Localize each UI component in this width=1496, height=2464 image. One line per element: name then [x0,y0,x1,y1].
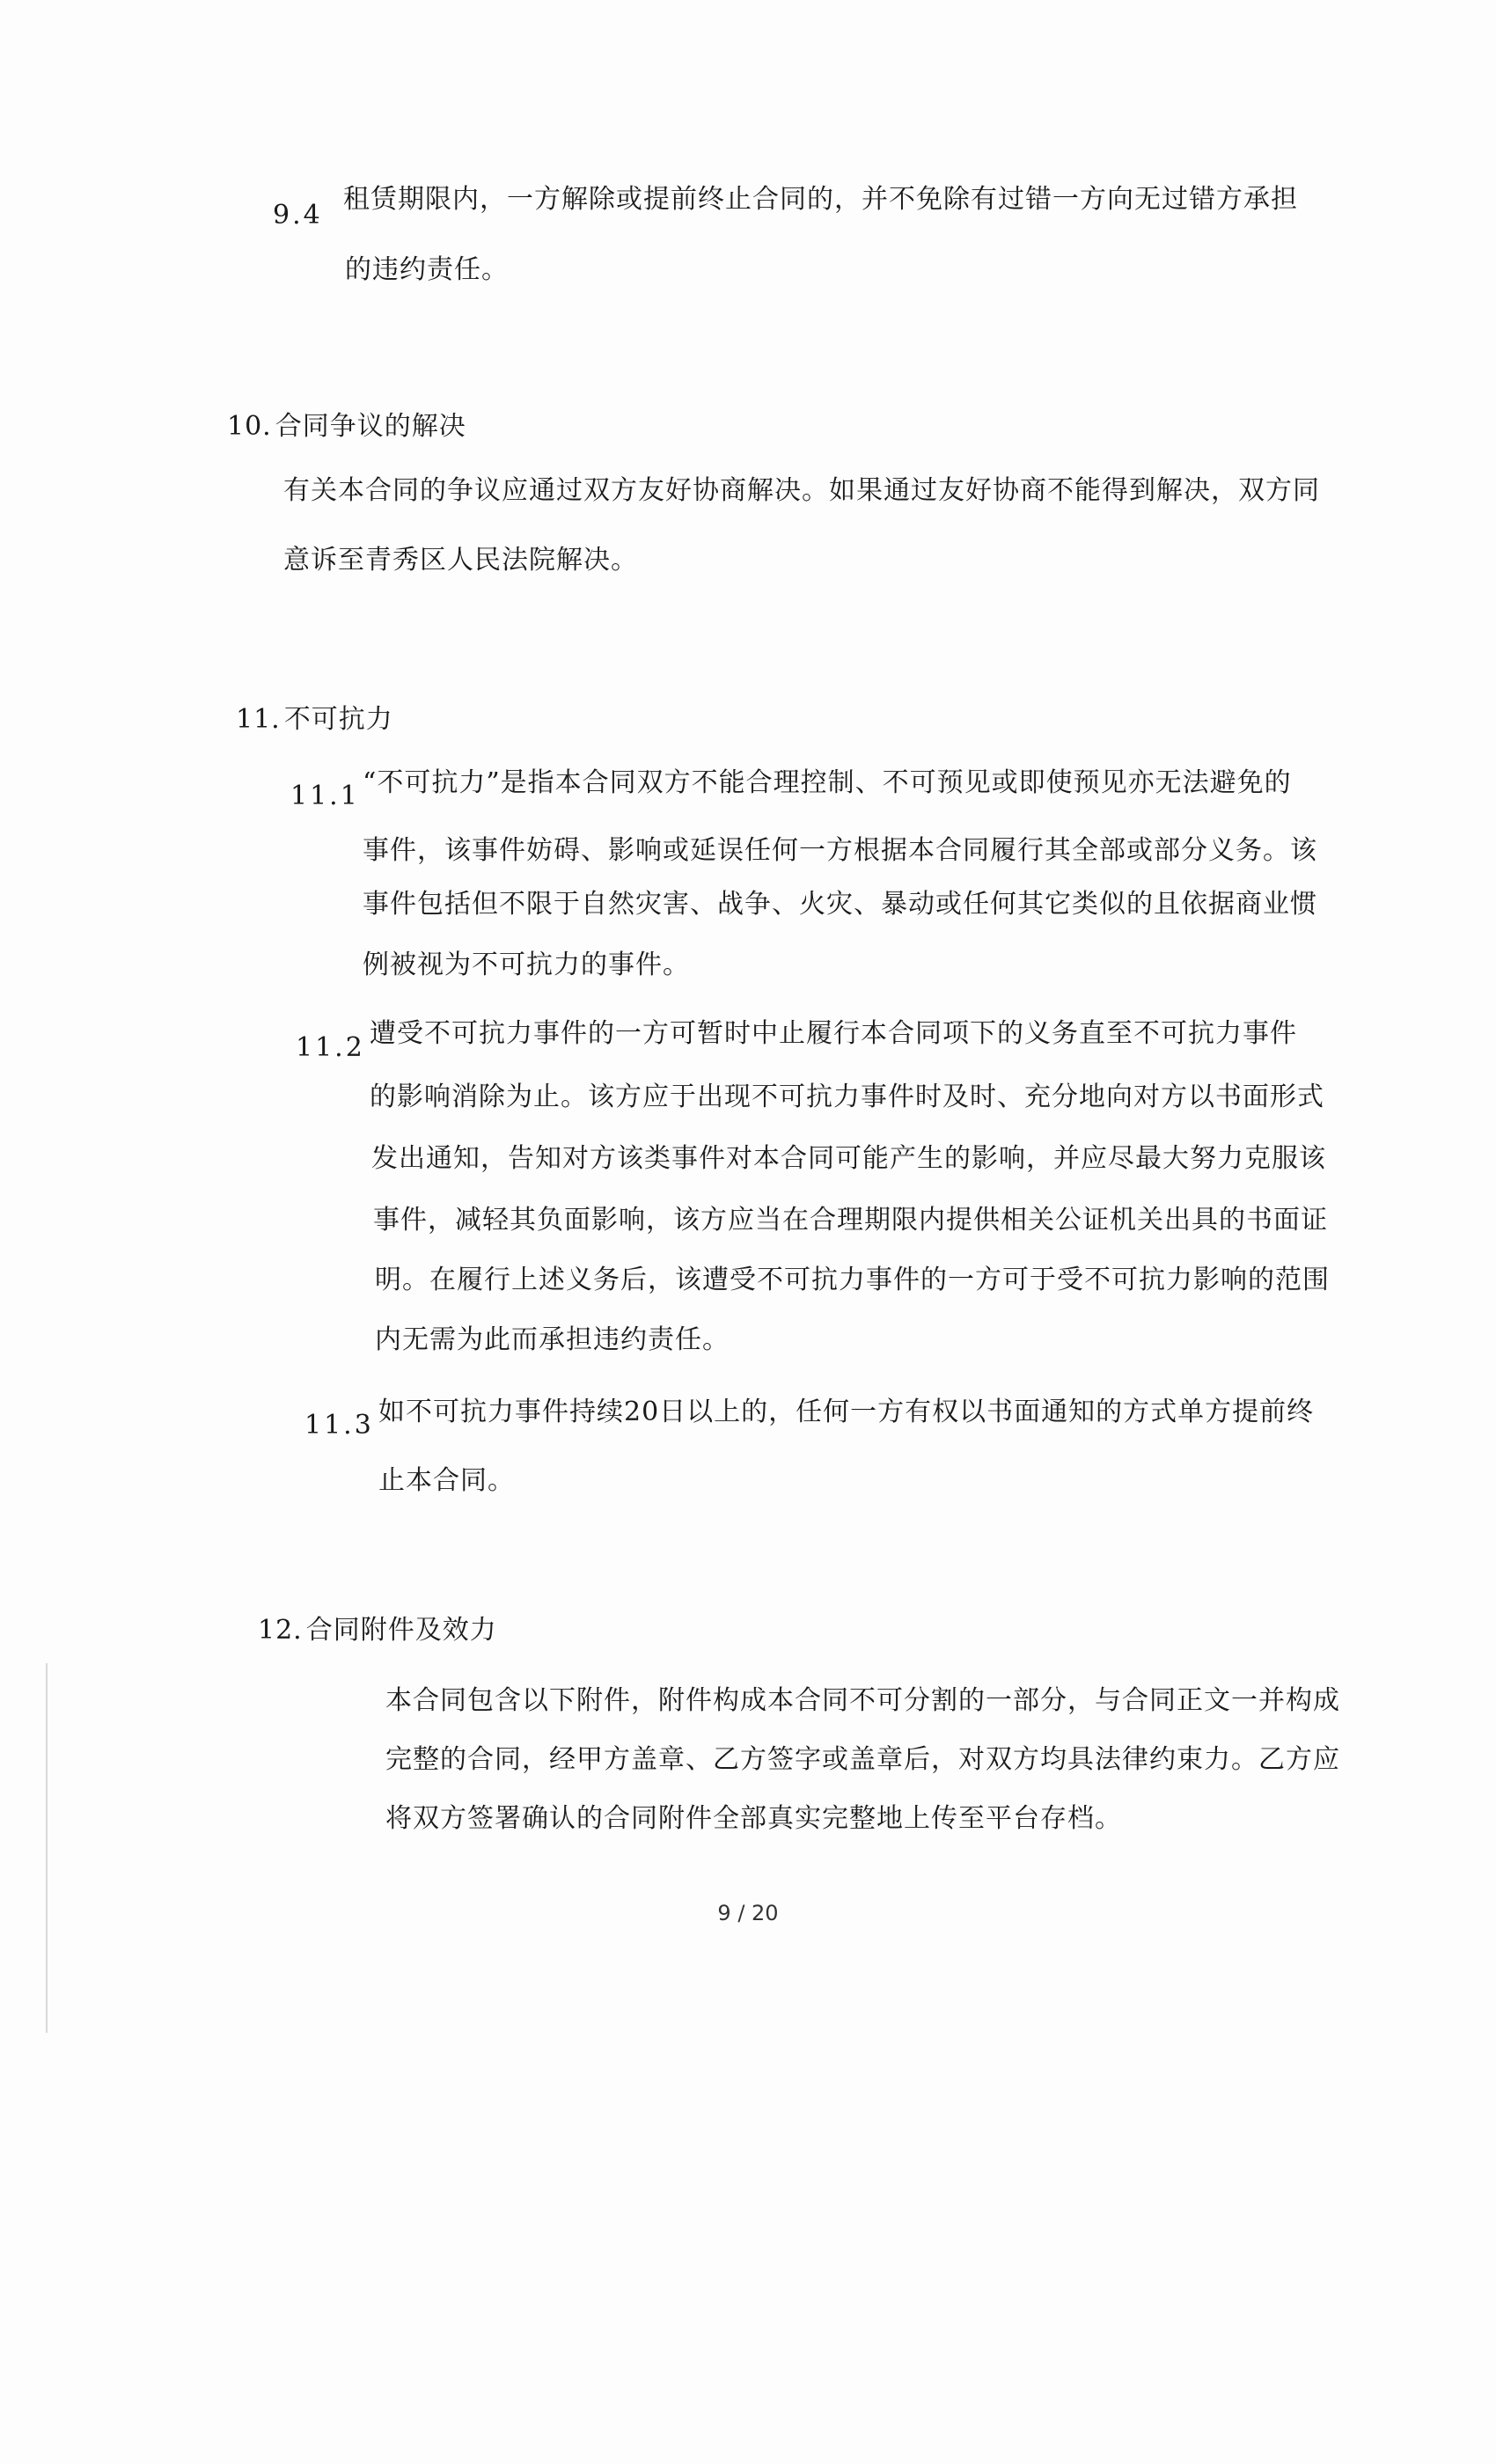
section-10-heading [227,411,466,442]
clause-9-4-line-2: 的违约责任。 [345,254,509,285]
clause-11-1-number: 11.1 [290,781,360,811]
section-10-line-1: 有关本合同的争议应通过双方友好协商解决。如果通过友好协商不能得到解决，双方同 [283,475,1320,506]
scan-edge-line [46,1663,48,2033]
clause-9-4-number: 9.4 [273,200,323,231]
clause-11-1-line-4: 例被视为不可抗力的事件。 [363,950,690,980]
section-10-line-2: 意诉至青秀区人民法院解决。 [283,545,638,576]
clause-11-3-number: 11.3 [304,1410,374,1441]
section-10-title: 合同争议的解决 [275,411,466,442]
section-12-heading [258,1617,497,1644]
clause-11-1-line-3: 事件包括但不限于自然灾害、战争、火灾、暴动或任何其它类似的且依据商业惯 [363,889,1317,920]
section-12-line-1: 本合同包含以下附件，附件构成本合同不可分割的一部分，与合同正文一并构成 [385,1685,1340,1716]
section-10-number: 10. [227,411,272,442]
section-12-title: 合同附件及效力 [305,1615,497,1646]
clause-11-3-line-2: 止本合同。 [378,1465,515,1496]
page-number: 9 / 20 [717,1901,779,1925]
clause-11-2-line-2: 的影响消除为止。该方应于出现不可抗力事件时及时、充分地向对方以书面形式 [370,1082,1324,1112]
section-11-title: 不可抗力 [283,704,393,735]
clause-11-2-line-5: 明。在履行上述义务后，该遭受不可抗力事件的一方可于受不可抗力影响的范围 [375,1265,1330,1295]
section-11-number: 11. [236,704,281,735]
clause-9-4-line-1: 租赁期限内，一方解除或提前终止合同的，并不免除有过错一方向无过错方承担 [343,184,1298,215]
clause-11-1-line-1: “不可抗力”是指本合同双方不能合理控制、不可预见或即使预见亦无法避免的 [363,767,1292,798]
clause-11-2-line-4: 事件，减轻其负面影响，该方应当在合理期限内提供相关公证机关出具的书面证 [373,1205,1328,1236]
clause-11-2-line-6: 内无需为此而承担违约责任。 [375,1324,730,1355]
clause-11-1-line-2: 事件，该事件妨碍、影响或延误任何一方根据本合同履行其全部或部分义务。该 [363,835,1317,866]
clause-11-2-line-3: 发出通知，告知对方该类事件对本合同可能产生的影响，并应尽最大努力克服该 [371,1143,1326,1174]
clause-11-2-line-1: 遭受不可抗力事件的一方可暂时中止履行本合同项下的义务直至不可抗力事件 [370,1018,1297,1049]
section-12-line-3: 将双方签署确认的合同附件全部真实完整地上传至平台存档。 [385,1803,1122,1834]
section-12-number: 12. [258,1615,303,1646]
clause-11-3-line-1: 如不可抗力事件持续20日以上的，任何一方有权以书面通知的方式单方提前终 [378,1397,1315,1427]
section-12-line-2: 完整的合同，经甲方盖章、乙方签字或盖章后，对双方均具法律约束力。乙方应 [385,1744,1340,1775]
clause-11-2-number: 11.2 [296,1032,365,1063]
section-11-heading [236,704,393,735]
